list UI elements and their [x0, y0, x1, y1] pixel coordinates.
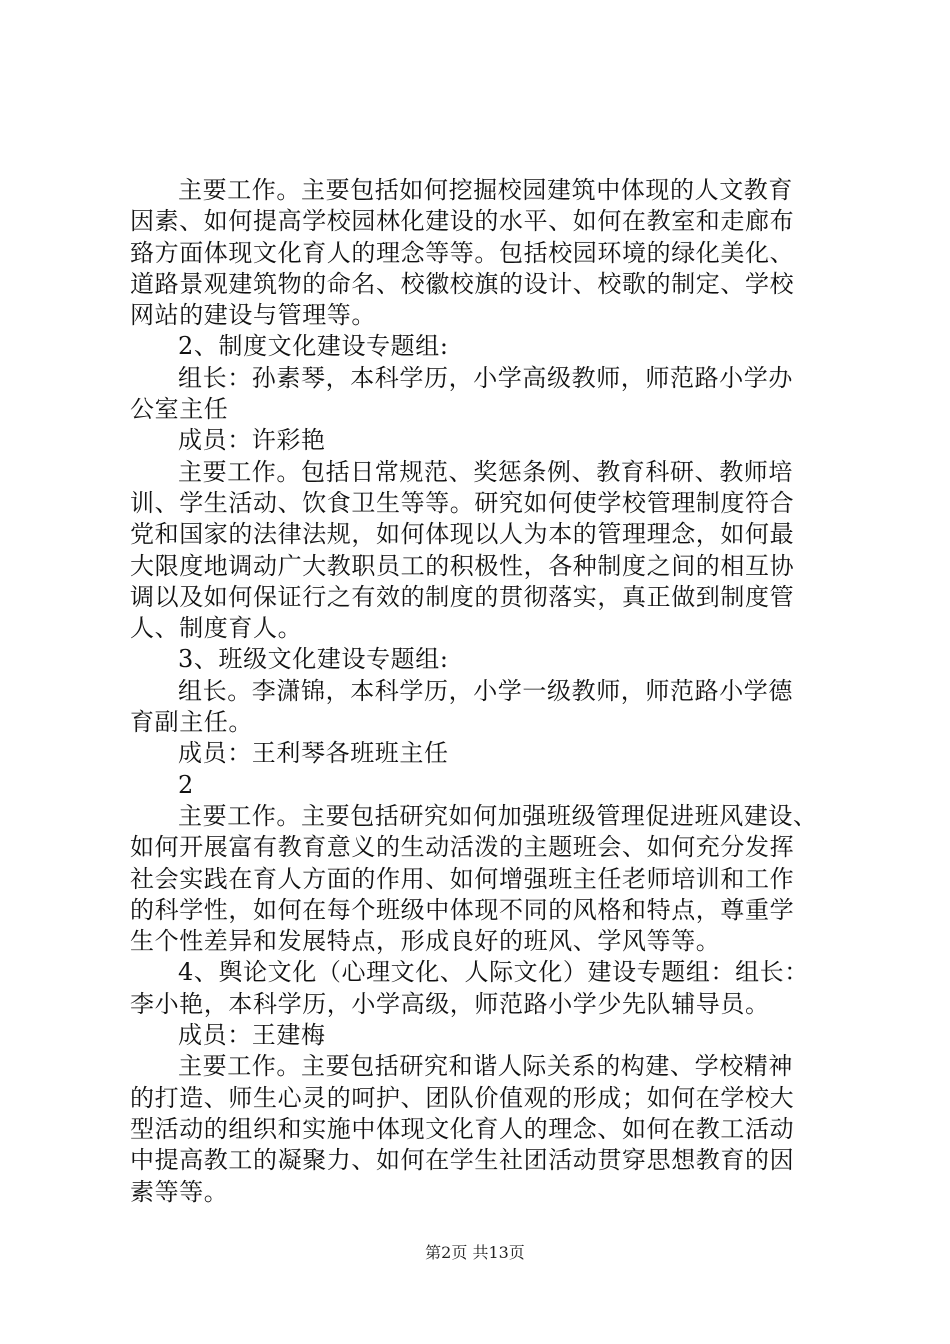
page-footer: 第2页 共13页 — [425, 1243, 525, 1262]
text-line: 育副主任。 — [130, 708, 253, 737]
text-line: 人、制度育人。 — [130, 614, 303, 643]
section-heading: 3、班级文化建设专题组: — [178, 645, 449, 674]
text-line: 臵方面体现文化育人的理念等等。包括校园环境的绿化美化、 — [130, 238, 795, 267]
text-line: 道路景观建筑物的命名、校徽校旗的设计、校歌的制定、学校 — [130, 269, 795, 298]
text-line: 组长：孙素琴，本科学历，小学高级教师，师范路小学办 — [178, 363, 793, 392]
text-line: 成员：王利琴各班班主任 — [178, 739, 449, 768]
text-line: 网站的建设与管理等。 — [130, 301, 376, 330]
text-line: 的科学性，如何在每个班级中体现不同的风格和特点，尊重学 — [130, 895, 795, 924]
text-line: 主要工作。主要包括如何挖掘校园建筑中体现的人文教育 — [178, 176, 793, 204]
text-line: 成员：王建梅 — [178, 1021, 326, 1050]
section-heading: 4、舆论文化（心理文化、人际文化）建设专题组：组长： — [178, 958, 809, 987]
text-line: 生个性差异和发展特点，形成良好的班风、学风等等。 — [130, 927, 721, 956]
text-line: 成员：许彩艳 — [178, 426, 326, 455]
text-line: 党和国家的法律法规，如何体现以人为本的管理理念，如何最 — [130, 520, 795, 549]
text-line: 主要工作。主要包括研究和谐人际关系的构建、学校精神 — [178, 1052, 793, 1081]
text-line: 主要工作。主要包括研究如何加强班级管理促进班风建设、 — [178, 801, 818, 830]
text-line: 型活动的组织和实施中体现文化育人的理念、如何在教工活动 — [130, 1114, 795, 1143]
document-body — [130, 175, 830, 1208]
text-line: 组长。李潇锦，本科学历，小学一级教师，师范路小学德 — [178, 676, 793, 705]
text-line: 李小艳，本科学历，小学高级，师范路小学少先队辅导员。 — [130, 989, 770, 1018]
text-line: 主要工作。包括日常规范、奖惩条例、教育科研、教师培 — [178, 457, 793, 486]
text-line: 训、学生活动、饮食卫生等等。研究如何使学校管理制度符合 — [130, 488, 795, 517]
text-line: 中提高教工的凝聚力、如何在学生社团活动贯穿思想教育的因 — [130, 1146, 795, 1175]
text-line: 公室主任 — [130, 395, 229, 424]
section-heading: 2、制度文化建设专题组: — [178, 332, 449, 361]
text-line: 因素、如何提高学校园林化建设的水平、如何在教室和走廊布 — [130, 207, 795, 236]
text-line: 素等等。 — [130, 1177, 229, 1206]
text-line: 社会实践在育人方面的作用、如何增强班主任老师培训和工作 — [130, 864, 795, 893]
text-line: 调以及如何保证行之有效的制度的贯彻落实，真正做到制度管 — [130, 582, 795, 611]
text-line: 如何开展富有教育意义的生动活泼的主题班会、如何充分发挥 — [130, 833, 795, 862]
text-line: 的打造、师生心灵的呵护、团队价值观的形成；如何在学校大 — [130, 1083, 795, 1112]
text-line: 大限度地调动广大教职员工的积极性，各种制度之间的相互协 — [130, 551, 795, 580]
inline-page-number: 2 — [178, 770, 194, 799]
